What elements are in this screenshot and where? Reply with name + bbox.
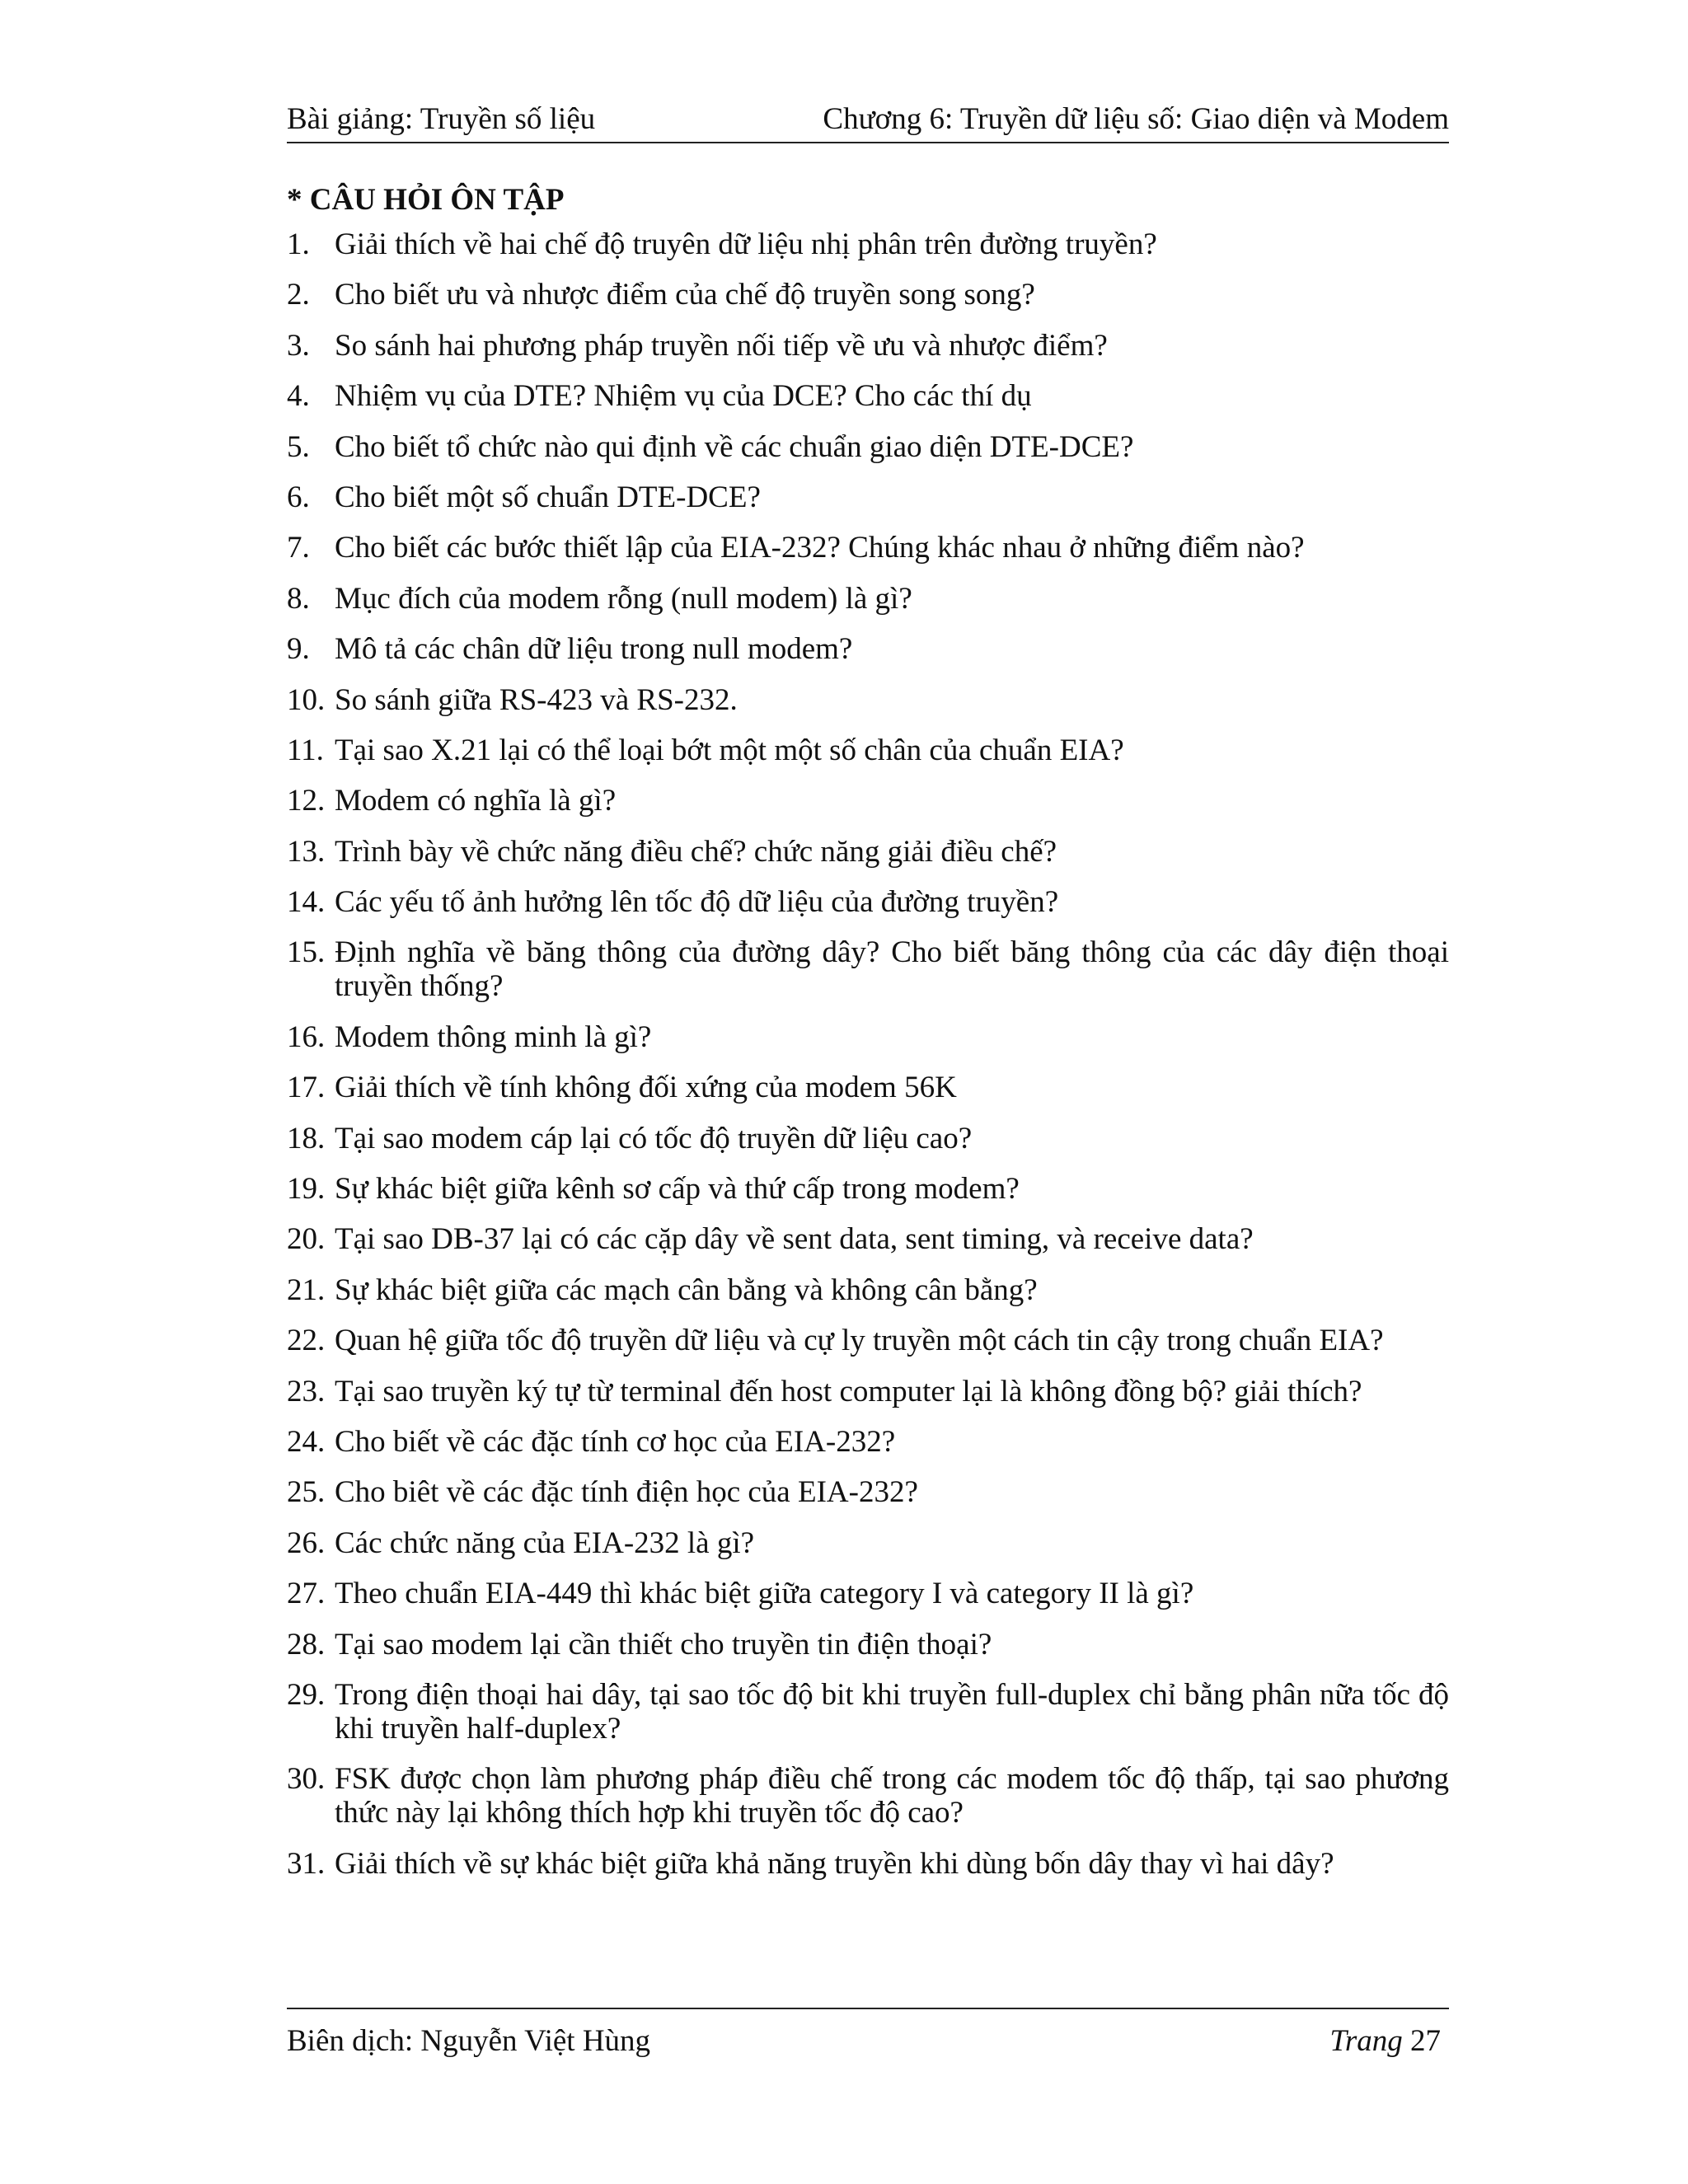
question-text: Cho biêt về các đặc tính điện học của EIA-232? [335,1475,918,1510]
question-item [287,1577,1449,1610]
question-item [287,1273,1449,1307]
question-text: Tại sao modem cáp lại có tốc độ truyền dữ liệu cao? [335,1121,973,1155]
question-text: Định nghĩa về băng thông của đường dây? Cho biết băng thông của các dây điện thoại truyền thống? [335,935,1449,1004]
question-item [287,1678,1449,1746]
question-number: 21. [287,1272,326,1307]
question-number: 14. [287,885,326,920]
question-text: Các yếu tố ảnh hưởng lên tốc độ dữ liệu của đường truyền? [335,885,1059,920]
question-text: Sự khác biệt giữa các mạch cân bằng và không cân bằng? [335,1272,1038,1307]
question-text: Modem có nghĩa là gì? [335,784,617,818]
question-item [287,379,1449,413]
question-number: 7. [287,531,310,565]
question-item [287,1847,1449,1881]
question-item [287,935,1449,1003]
question-item [287,885,1449,919]
question-item [287,1122,1449,1155]
question-item [287,835,1449,869]
question-item [287,480,1449,514]
page-label: Trang [1329,2024,1403,2058]
question-item [287,531,1449,565]
question-text: Cho biết một số chuẩn DTE-DCE? [335,480,761,514]
question-item [287,632,1449,666]
question-number: 20. [287,1222,326,1257]
header-course-title: Bài giảng: Truyền số liệu [287,102,596,136]
question-number: 23. [287,1374,326,1408]
question-item [287,1628,1449,1661]
question-text: Tại sao X.21 lại có thể loại bớt một một số chân của chuẩn EIA? [335,733,1124,767]
question-item [287,1375,1449,1408]
question-text: Mục đích của modem rỗng (null modem) là gì? [335,581,912,616]
question-number: 19. [287,1172,326,1207]
question-text: FSK được chọn làm phương pháp điều chế trong các modem tốc độ thấp, tại sao phương thức này lại không thích hợp khi truyền tốc độ cao? [335,1762,1449,1830]
question-item [287,1324,1449,1357]
question-item [287,329,1449,363]
question-number: 15. [287,935,326,970]
question-number: 6. [287,480,310,514]
question-item [287,784,1449,818]
question-text: Trình bày về chức năng điều chế? chức năng giải điều chế? [335,834,1057,869]
question-item [287,1222,1449,1256]
question-text: Cho biết tổ chức nào qui định về các chuẩn giao diện DTE-DCE? [335,429,1134,464]
question-number: 16. [287,1019,326,1054]
question-item [287,1425,1449,1459]
question-number: 30. [287,1762,326,1797]
section-title: * CÂU HỎI ÔN TẬP [287,183,565,217]
question-text: Giải thích về tính không đối xứng của modem 56K [335,1071,957,1105]
question-number: 18. [287,1121,326,1155]
question-item [287,1172,1449,1206]
question-text: Cho biết các bước thiết lập của EIA-232? Chúng khác nhau ở những điểm nào? [335,531,1305,565]
question-number: 24. [287,1424,326,1459]
question-number: 10. [287,682,326,717]
question-text: Giải thích về hai chế độ truyên dữ liệu nhị phân trên đường truyền? [335,227,1157,261]
question-text: Nhiệm vụ của DTE? Nhiệm vụ của DCE? Cho các thí dụ [335,379,1032,414]
question-text: Sự khác biệt giữa kênh sơ cấp và thứ cấp trong modem? [335,1172,1020,1207]
question-number: 4. [287,379,310,414]
question-number: 3. [287,328,310,363]
question-item [287,1526,1449,1560]
question-text: So sánh giữa RS-423 và RS-232. [335,682,738,717]
question-text: Các chức năng của EIA-232 là gì? [335,1526,755,1560]
question-text: So sánh hai phương pháp truyền nối tiếp về ưu và nhược điểm? [335,328,1108,363]
question-item [287,430,1449,464]
question-text: Giải thích về sự khác biệt giữa khả năng truyền khi dùng bốn dây thay vì hai dây? [335,1846,1334,1881]
question-number: 27. [287,1577,326,1611]
page-footer [287,2008,1449,2060]
question-item [287,1020,1449,1054]
question-item [287,1762,1449,1830]
question-item [287,1475,1449,1509]
question-list [287,227,1449,1897]
question-number: 9. [287,632,310,667]
question-number: 8. [287,581,310,616]
question-item [287,278,1449,312]
page-number-value: 27 [1410,2024,1441,2058]
question-number: 17. [287,1071,326,1105]
question-text: Cho biết ưu và nhược điểm của chế độ truyền song song? [335,278,1035,312]
question-item [287,227,1449,261]
header-chapter-title: Chương 6: Truyền dữ liệu số: Giao diện và Modem [823,102,1449,136]
question-text: Tại sao truyền ký tự từ terminal đến host computer lại là không đồng bộ? giải thích? [335,1374,1362,1408]
question-number: 22. [287,1324,326,1358]
question-item [287,683,1449,717]
question-number: 1. [287,227,310,261]
question-item [287,733,1449,767]
footer-translator: Biên dịch: Nguyễn Việt Hùng [287,2024,651,2058]
page-header [287,99,1449,143]
question-item [287,582,1449,616]
question-number: 11. [287,733,324,767]
page-number [1329,2022,1449,2060]
question-number: 31. [287,1846,326,1881]
question-number: 26. [287,1526,326,1560]
question-number: 13. [287,834,326,869]
question-number: 2. [287,278,310,312]
question-number: 28. [287,1627,326,1661]
question-text: Quan hệ giữa tốc độ truyền dữ liệu và cự ly truyền một cách tin cậy trong chuẩn EIA? [335,1324,1384,1358]
question-text: Modem thông minh là gì? [335,1019,652,1054]
question-text: Tại sao modem lại cần thiết cho truyền tin điện thoại? [335,1627,992,1661]
question-number: 12. [287,784,326,818]
question-number: 25. [287,1475,326,1510]
question-item [287,1071,1449,1104]
question-text: Theo chuẩn EIA-449 thì khác biệt giữa category I và category II là gì? [335,1577,1194,1611]
question-text: Mô tả các chân dữ liệu trong null modem? [335,632,853,667]
question-text: Trong điện thoại hai dây, tại sao tốc độ bit khi truyền full-duplex chỉ bằng phân nữa tốc độ khi truyền half-duplex? [335,1677,1449,1746]
question-text: Tại sao DB-37 lại có các cặp dây về sent data, sent timing, và receive data? [335,1222,1254,1257]
question-number: 5. [287,429,310,464]
question-number: 29. [287,1677,326,1712]
question-text: Cho biết về các đặc tính cơ học của EIA-232? [335,1424,896,1459]
